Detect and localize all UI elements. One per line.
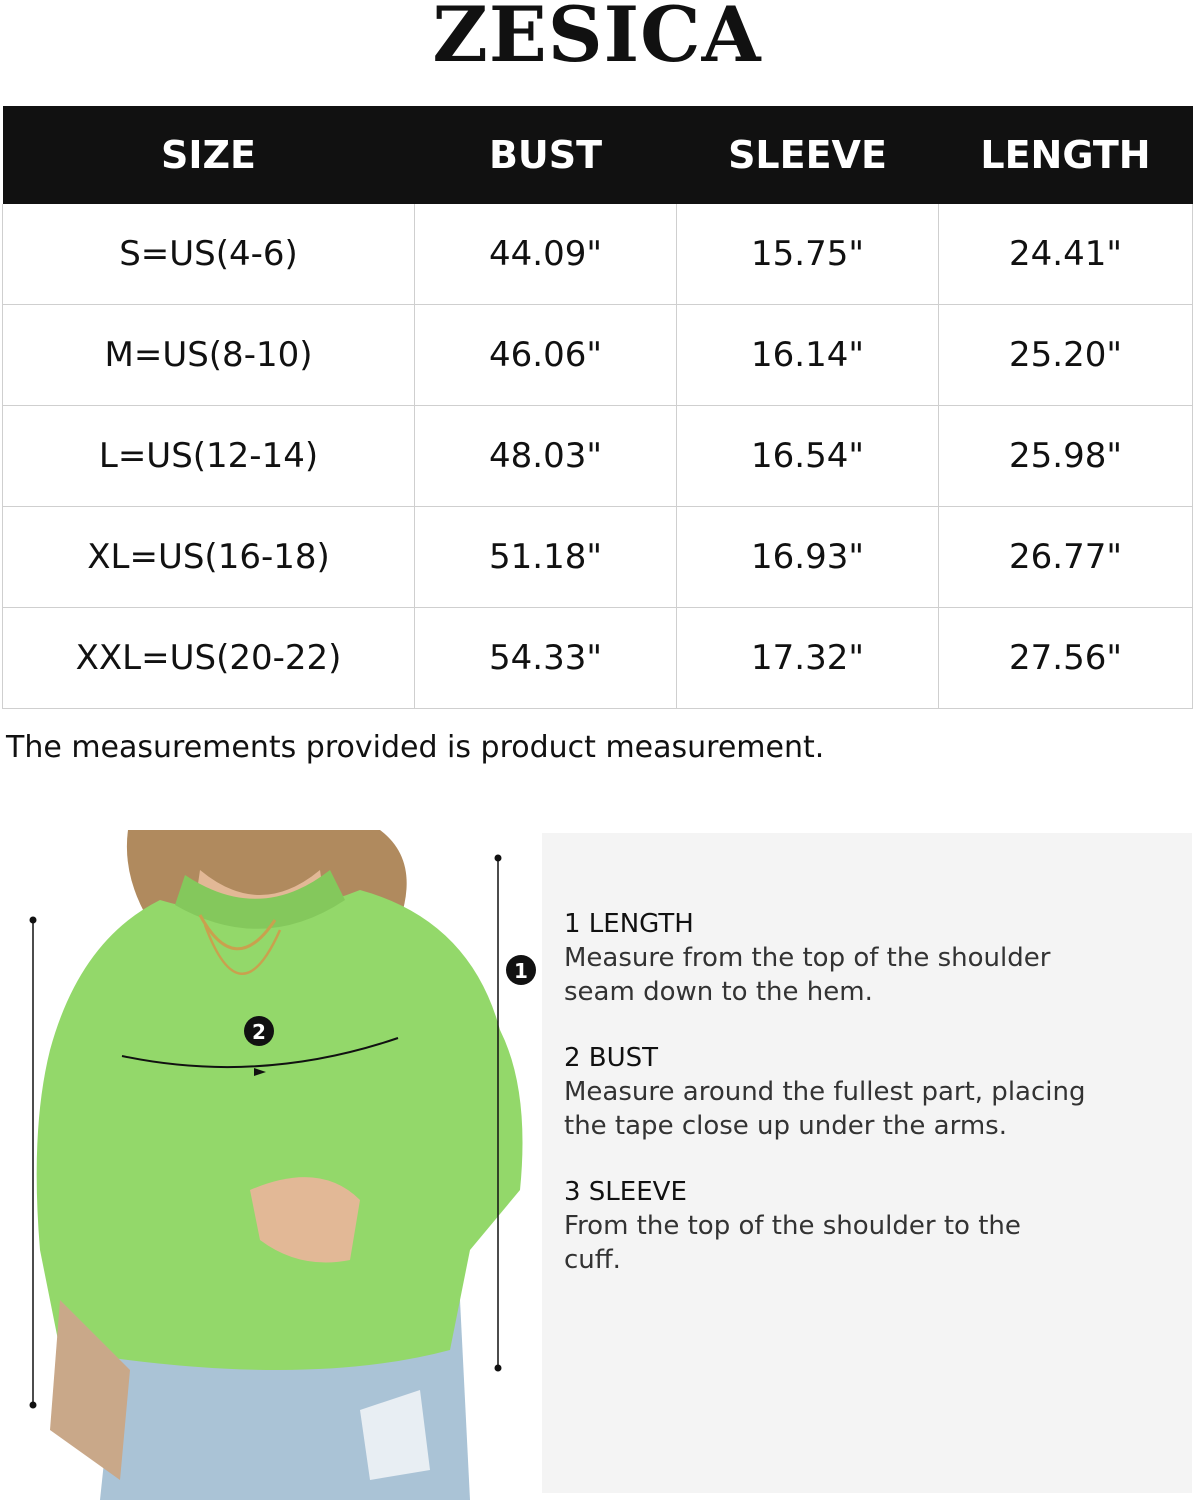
size-cell: S=US(4-6) xyxy=(3,204,415,305)
bust-cell: 48.03" xyxy=(415,406,677,507)
table-row xyxy=(3,204,1193,305)
column-header-bust: BUST xyxy=(415,106,677,204)
length-cell: 25.98" xyxy=(939,406,1193,507)
size-cell: L=US(12-14) xyxy=(3,406,415,507)
instruction-text: Measure from the top of the shoulder xyxy=(564,943,1051,973)
instruction-text: cuff. xyxy=(564,1245,621,1275)
bust-marker-label: 2 xyxy=(252,1020,266,1044)
table-row xyxy=(3,507,1193,608)
model-photo xyxy=(0,830,540,1500)
instruction-title: 1 LENGTH xyxy=(564,909,694,939)
sweater-shape xyxy=(37,890,523,1370)
length-line-end xyxy=(495,855,502,862)
table-row xyxy=(3,406,1193,507)
column-header-size: SIZE xyxy=(3,106,415,204)
sleeve-line-end xyxy=(30,917,37,924)
sleeve-instruction xyxy=(564,1175,1174,1277)
sleeve-cell: 16.54" xyxy=(677,406,939,507)
sleeve-cell: 16.93" xyxy=(677,507,939,608)
instruction-text: From the top of the shoulder to the xyxy=(564,1211,1021,1241)
table-header-row xyxy=(3,106,1193,204)
table-row xyxy=(3,305,1193,406)
size-cell: XXL=US(20-22) xyxy=(3,608,415,709)
sleeve-line-end xyxy=(30,1402,37,1409)
length-cell: 27.56" xyxy=(939,608,1193,709)
instruction-text: seam down to the hem. xyxy=(564,977,873,1007)
model-illustration xyxy=(0,830,540,1500)
instruction-text: Measure around the fullest part, placing xyxy=(564,1077,1086,1107)
table-row xyxy=(3,608,1193,709)
instruction-title: 2 BUST xyxy=(564,1043,659,1073)
column-header-length: LENGTH xyxy=(939,106,1193,204)
instruction-title: 3 SLEEVE xyxy=(564,1177,687,1207)
bust-cell: 46.06" xyxy=(415,305,677,406)
column-header-sleeve: SLEEVE xyxy=(677,106,939,204)
measurement-note: The measurements provided is product measurement. xyxy=(6,730,825,765)
length-marker-label: 1 xyxy=(514,959,528,983)
bust-cell: 51.18" xyxy=(415,507,677,608)
size-cell: XL=US(16-18) xyxy=(3,507,415,608)
measurement-guide-panel xyxy=(542,833,1192,1493)
bust-instruction xyxy=(564,1041,1174,1143)
length-cell: 26.77" xyxy=(939,507,1193,608)
size-chart-table xyxy=(2,106,1193,709)
bust-cell: 54.33" xyxy=(415,608,677,709)
brand-logo: ZESICA xyxy=(432,0,762,79)
length-cell: 24.41" xyxy=(939,204,1193,305)
bust-cell: 44.09" xyxy=(415,204,677,305)
sleeve-cell: 16.14" xyxy=(677,305,939,406)
length-instruction xyxy=(564,907,1174,1009)
sleeve-cell: 15.75" xyxy=(677,204,939,305)
length-cell: 25.20" xyxy=(939,305,1193,406)
instruction-text: the tape close up under the arms. xyxy=(564,1111,1007,1141)
sleeve-cell: 17.32" xyxy=(677,608,939,709)
length-line-end xyxy=(495,1365,502,1372)
size-cell: M=US(8-10) xyxy=(3,305,415,406)
